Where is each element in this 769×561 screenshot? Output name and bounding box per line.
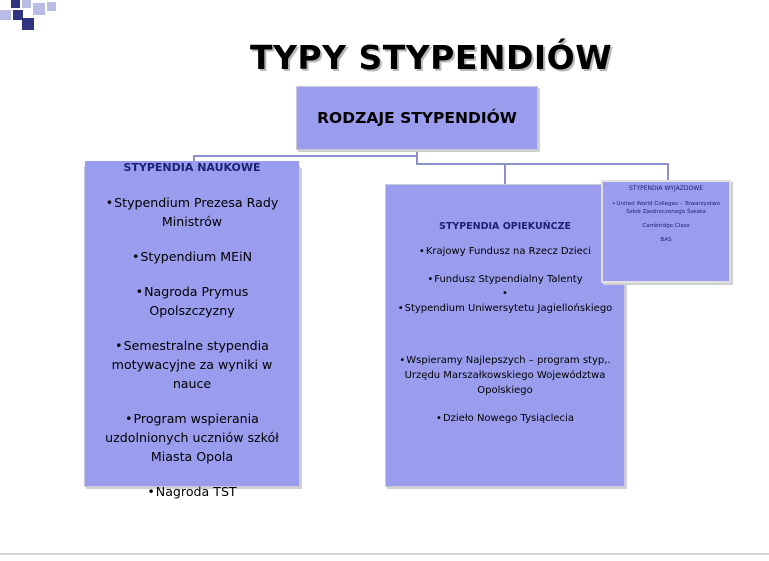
- footer-divider: [0, 553, 769, 555]
- list-item: •Program wspierania uzdolnionych uczniów szkół Miasta Opola: [105, 411, 279, 464]
- connector-root-bus: [417, 150, 668, 180]
- root-node: [296, 86, 538, 150]
- lone-bullet: •: [502, 288, 508, 299]
- group-list: [603, 200, 729, 244]
- list-item: •Dzieło Nowego Tysiąclecia: [436, 413, 574, 424]
- list-item: •Fundusz Stypendialny Talenty: [427, 274, 583, 285]
- list-item: •United World Colleges – Towarzystwo Szkół Zjednoczonego Świata: [612, 201, 720, 215]
- group-box-naukowe: [84, 161, 300, 499]
- list-item: • •Stypendium Uniwersytetu Jagiellońskiego: [390, 290, 620, 316]
- group-list: [85, 193, 299, 501]
- list-item: •Krajowy Fundusz na Rzecz Dzieci: [418, 246, 592, 257]
- group-title: STYPENDIA WYJAZDOWE: [629, 185, 703, 192]
- list-item: •Wspieramy Najlepszych – program styp,. Urzędu Marszałkowskiego Województwa Opolskiego: [399, 355, 611, 396]
- list-item: •Nagroda Prymus Opolszczyzny: [135, 284, 249, 318]
- group-title: STYPENDIA NAUKOWE: [85, 161, 299, 174]
- group-box-opiekuncze: [385, 184, 625, 487]
- group-title: STYPENDIA OPIEKUŃCZE: [439, 221, 571, 232]
- root-label: RODZAJE STYPENDIÓW: [317, 109, 517, 127]
- list-item: BAS: [660, 237, 672, 243]
- group-box-wyjazdowe: [601, 180, 731, 283]
- list-item: •Nagroda TST: [147, 484, 237, 499]
- list-item: •Semestralne stypendia motywacyjne za wyniki w nauce: [111, 338, 273, 391]
- page-title: TYPY STYPENDIÓW: [250, 38, 613, 77]
- group-list: [386, 244, 624, 426]
- list-item: •Stypendium MEiN: [131, 249, 253, 264]
- list-item: Cambridge Class: [642, 223, 690, 229]
- list-item: •Stypendium Prezesa Rady Ministrów: [105, 195, 279, 229]
